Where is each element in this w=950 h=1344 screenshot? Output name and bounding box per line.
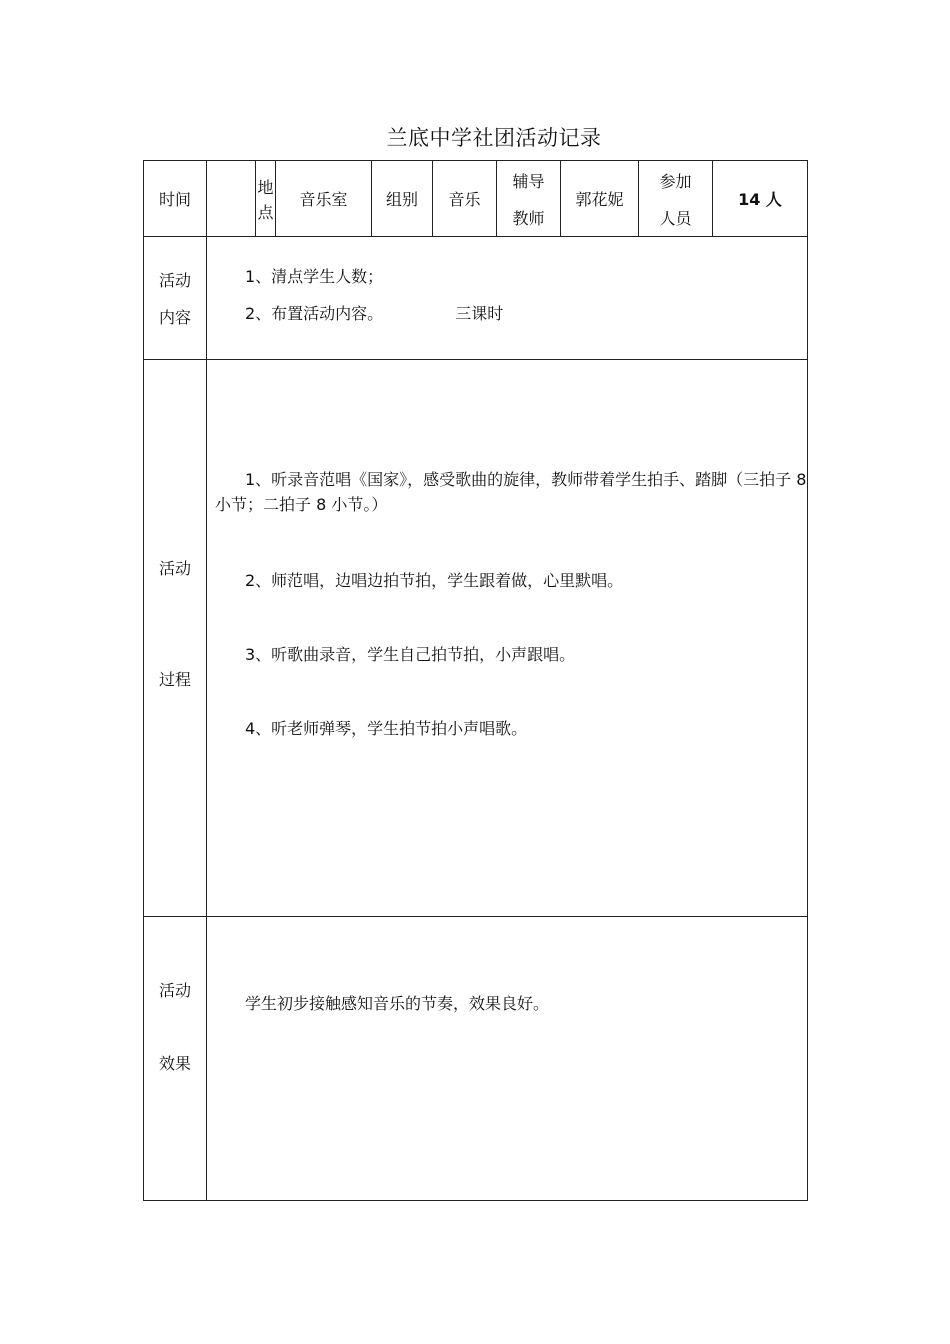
process-label-2: 过程 xyxy=(158,670,191,689)
place-value: 音乐室 xyxy=(276,161,372,237)
content-label-2: 内容 xyxy=(158,308,191,327)
content-row xyxy=(144,237,808,360)
effect-label xyxy=(144,917,207,1201)
teacher-label-2: 教师 xyxy=(512,208,545,228)
effect-label-2: 效果 xyxy=(158,1053,191,1073)
group-label: 组别 xyxy=(372,161,433,237)
content-body xyxy=(207,237,808,360)
participants-label xyxy=(639,161,713,237)
activity-record-table xyxy=(143,160,808,1201)
process-step-4: 4、听老师弹琴，学生拍节拍小声唱歌。 xyxy=(245,719,528,738)
teacher-label xyxy=(497,161,561,237)
page-title: 兰底中学社团活动记录 xyxy=(386,126,602,150)
teacher-value: 郭花妮 xyxy=(561,161,639,237)
content-line-2-extra: 三课时 xyxy=(455,304,504,323)
place-label-1: 地 xyxy=(257,177,274,197)
teacher-label-1: 辅导 xyxy=(512,171,545,191)
group-value: 音乐 xyxy=(433,161,497,237)
place-label-2: 点 xyxy=(257,202,274,222)
effect-text: 学生初步接触感知音乐的节奏，效果良好。 xyxy=(245,994,550,1013)
participants-value: 14 人 xyxy=(713,161,808,237)
content-line-2 xyxy=(245,301,503,324)
header-row xyxy=(144,161,808,237)
process-body xyxy=(207,360,808,917)
participants-label-2: 人员 xyxy=(659,208,692,228)
content-label xyxy=(144,237,207,360)
process-label xyxy=(144,360,207,917)
process-step-1: 1、听录音范唱《国家》，感受歌曲的旋律，教师带着学生拍手、踏脚（三拍子 8 小节；二拍子 8 小节。） xyxy=(215,470,807,514)
content-line-1: 1、清点学生人数； xyxy=(245,267,384,286)
effect-label-1: 活动 xyxy=(158,980,191,1000)
process-row xyxy=(144,360,808,917)
effect-body xyxy=(207,917,808,1201)
place-label xyxy=(256,161,276,237)
process-label-1: 活动 xyxy=(158,559,191,578)
time-label: 时间 xyxy=(144,161,207,237)
effect-row xyxy=(144,917,808,1201)
process-step-3: 3、听歌曲录音，学生自己拍节拍，小声跟唱。 xyxy=(245,645,576,664)
content-line-2-text: 2、布置活动内容。 xyxy=(245,304,384,323)
process-step-2: 2、师范唱，边唱边拍节拍，学生跟着做，心里默唱。 xyxy=(245,571,624,590)
content-label-1: 活动 xyxy=(158,271,191,290)
participants-label-1: 参加 xyxy=(659,171,692,191)
time-value xyxy=(207,161,256,237)
